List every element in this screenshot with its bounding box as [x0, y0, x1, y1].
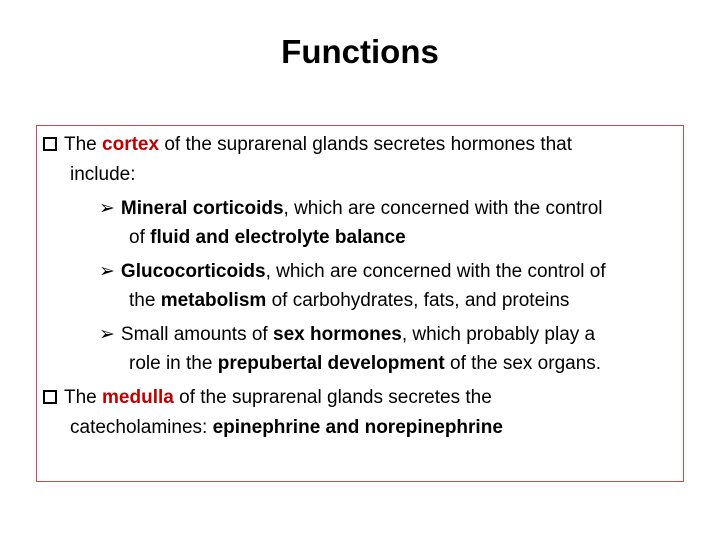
highlight-medulla: medulla	[102, 387, 174, 408]
checkbox-bullet-icon	[43, 137, 57, 151]
subbullet-mineral-line-2: of fluid and electrolyte balance	[129, 227, 406, 248]
arrow-right-icon: ➢	[99, 324, 115, 345]
checkbox-bullet-icon	[43, 390, 57, 404]
arrow-right-icon: ➢	[99, 261, 115, 282]
bullet-medulla-line-1: The medulla of the suprarenal glands secretes the	[43, 386, 492, 410]
arrow-right-icon: ➢	[99, 198, 115, 219]
subbullet-sex-line-2: role in the prepubertal development of the sex organs.	[129, 353, 602, 374]
bullet-cortex-line-1: The cortex of the suprarenal glands secretes hormones that	[43, 133, 572, 157]
bullet-cortex-line-2: include:	[70, 164, 136, 185]
page-title: Functions	[281, 33, 439, 70]
subbullet-gluco-line-1: ➢ Glucocorticoids, which are concerned with the control of	[99, 261, 606, 282]
content-box	[36, 125, 684, 482]
subbullet-sex-line-1: ➢ Small amounts of sex hormones, which probably play a	[99, 324, 596, 345]
bullet-medulla-line-2: catecholamines: epinephrine and norepinephrine	[70, 417, 503, 438]
subbullet-mineral-line-1: ➢ Mineral corticoids, which are concerned with the control	[99, 198, 603, 219]
subbullet-gluco-line-2: the metabolism of carbohydrates, fats, and proteins	[129, 290, 570, 311]
highlight-cortex: cortex	[102, 134, 160, 155]
